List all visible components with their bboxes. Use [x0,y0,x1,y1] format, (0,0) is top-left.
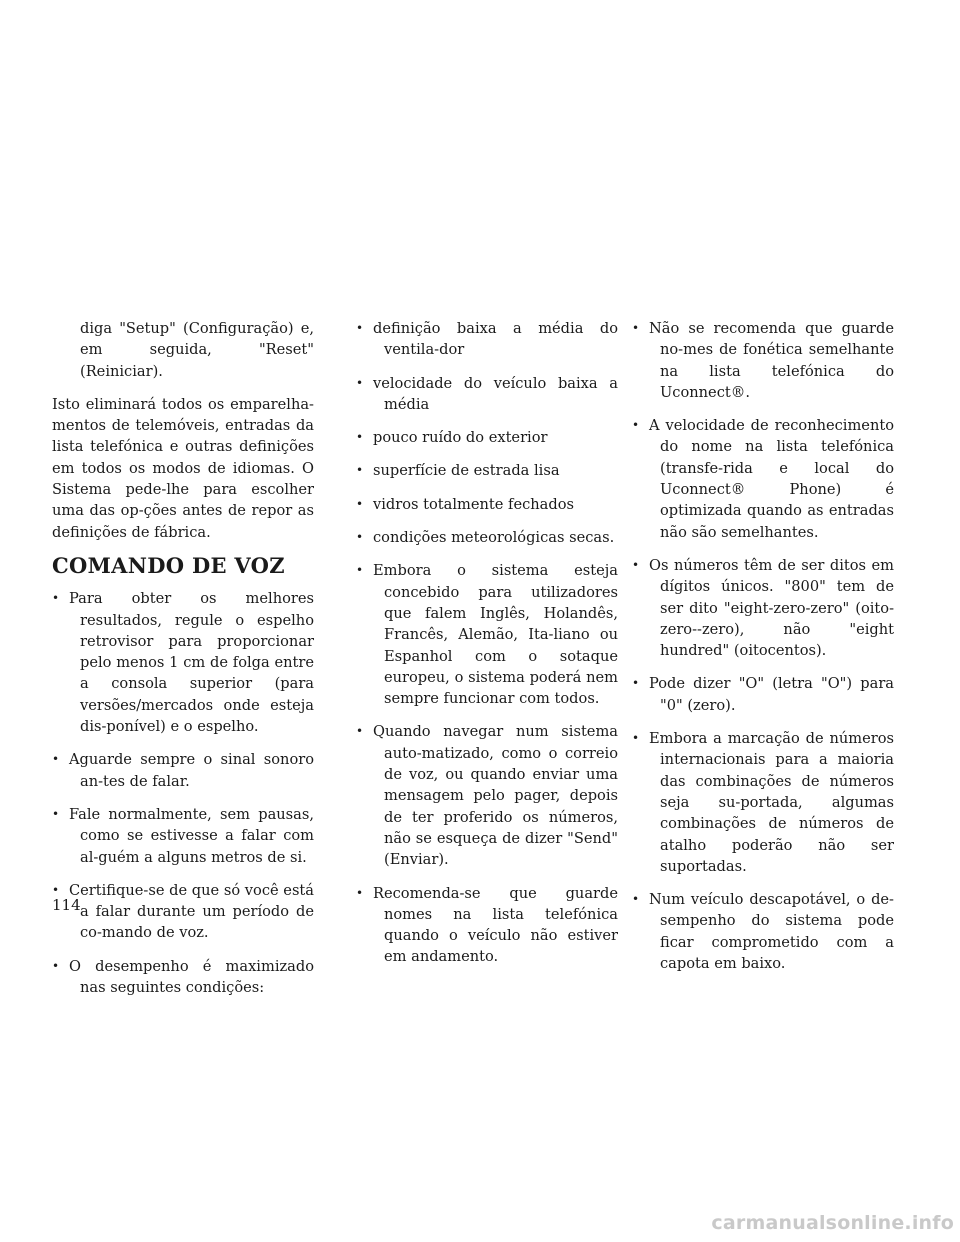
list-item: • superfície de estrada lisa [356,460,618,481]
bullet-icon: • [356,724,364,739]
continued-paragraph: diga "Setup" (Configuração) e, em seguida, "Reset" (Reiniciar). [80,320,314,380]
list-item: • condições meteorológicas secas. [356,527,618,548]
bullet-icon: • [632,557,640,572]
list-item: • vidros totalmente fechados [356,494,618,515]
list-item: • velocidade do veículo baixa a média [356,374,618,413]
bullet-icon: • [356,563,364,578]
bullet-icon: • [356,463,364,478]
list-item: • Fale normalmente, sem pausas, como se estivesse a falar com al-guém a alguns metros de si. [52,805,314,866]
list-item: • A velocidade de reconhecimento do nome na lista telefónica (transfe-rida e local do Uconnect® Phone) é optimizada quando as entradas não são semelhantes. [632,417,894,541]
watermark: carmanualsonline.info [711,1212,954,1234]
bullet-icon: • [632,731,640,746]
list-item: • Não se recomenda que guarde no-mes de fonética semelhante na lista telefónica do Uconnect®. [632,320,894,401]
column-left [52,318,314,1010]
bullet-icon: • [356,375,364,390]
list-item: • definição baixa a média do ventila-dor [356,320,618,359]
list-item: • Para obter os melhores resultados, regule o espelho retrovisor para proporcionar pelo menos 1 cm de folga entre a consola superior (para versões/mercados onde esteja dis-ponível) e o espelho. [52,590,314,736]
bullet-icon: • [632,321,640,335]
bullet-icon: • [52,806,60,821]
list-item: • Pode dizer "O" (letra "O") para "0" (zero). [632,675,894,714]
list-item: • Quando navegar num sistema auto-matizado, como o correio de voz, ou quando enviar uma mensagem pelo pager, depois de ter proferido os números, não se esqueça de dizer "Send" (Enviar). [356,723,618,869]
list-item: • Os números têm de ser ditos em dígitos únicos. "800" tem de ser dito "eight-zero-zero" (oito-zero--zero), não "eight hundred" (oitocentos). [632,556,894,660]
bullet-icon: • [52,958,60,973]
list-item: • pouco ruído do exterior [356,427,618,448]
bullet-icon: • [356,430,364,445]
bullet-icon: • [356,321,364,335]
page-number: 114 [52,896,81,914]
list-item: • O desempenho é maximizado nas seguintes condições: [52,957,314,997]
list-item: • Certifique-se de que só você está a falar durante um período de co-mando de voz. [52,881,314,942]
bullet-icon: • [52,882,60,897]
bullet-icon: • [52,752,60,767]
bullet-icon: • [356,530,364,545]
bullet-icon: • [356,496,364,511]
conditions-list [356,318,618,968]
reset-paragraph: Isto eliminará todos os emparelha-mentos de telemóveis, entradas da lista telefónica e outras definições em todos os modos de idiomas. O Sistema pede-lhe para escolher uma das op-ções antes de repor as definições de fábrica. [52,395,314,541]
bullet-icon: • [356,885,364,900]
bullet-icon: • [632,892,640,907]
column-middle [356,318,618,980]
list-item: • Embora o sistema esteja concebido para utilizadores que falem Inglês, Holandês, Francês, Alemão, Ita-liano ou Espanhol com o sotaque europeu, o sistema poderá nem sempre funcionar com todos. [356,562,618,708]
bullet-icon: • [632,418,640,433]
bullet-icon: • [52,591,60,606]
list-item: • Recomenda-se que guarde nomes na lista telefónica quando o veículo não estiver em andamento. [356,884,618,966]
list-item: • Num veículo descapotável, o de-sempenho do sistema pode ficar comprometido com a capota em baixo. [632,891,894,973]
bullet-icon: • [632,676,640,691]
voice-command-tips-list [52,588,314,998]
column-right [632,318,894,986]
list-item: • Aguarde sempre o sinal sonoro an-tes de falar. [52,751,314,790]
section-heading: COMANDO DE VOZ [52,552,285,578]
list-item: • Embora a marcação de números internacionais para a maioria das combinações de números seja su-portada, algumas combinações de números de atalho poderão não ser suportadas. [632,730,894,875]
phonebook-tips-list [632,318,894,974]
